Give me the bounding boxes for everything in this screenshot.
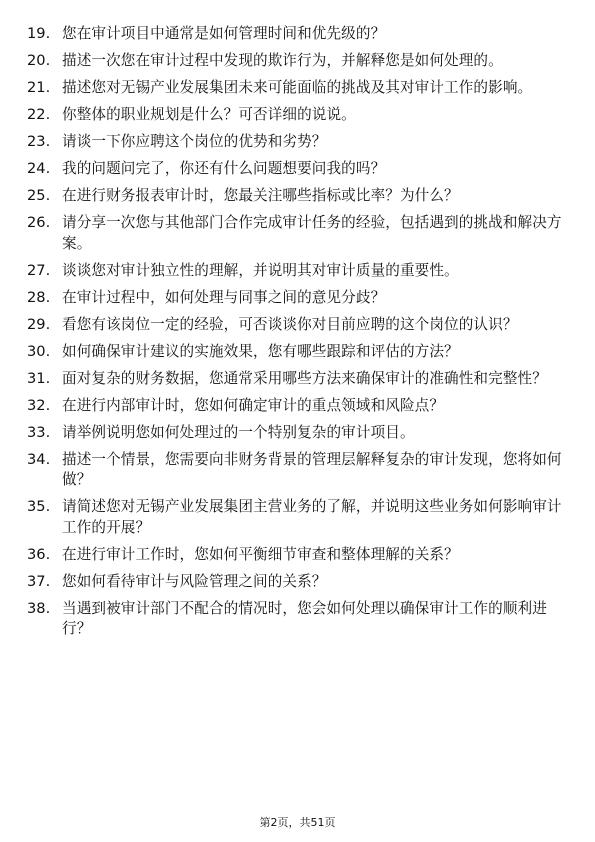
question-list — [27, 24, 562, 646]
question-number: 38. — [27, 599, 51, 617]
question-text: 请举例说明您如何处理过的一个特别复杂的审计项目。 — [62, 423, 415, 441]
question-number: 25. — [27, 187, 51, 204]
question-item — [27, 450, 562, 491]
question-item — [27, 51, 562, 72]
question-number: 26. — [27, 214, 51, 231]
question-item — [27, 342, 562, 363]
question-item — [27, 159, 562, 180]
question-item — [27, 288, 562, 309]
question-number: 36. — [27, 545, 51, 563]
question-text: 描述一个情景，您需要向非财务背景的管理层解释复杂的审计发现，您将如何做？ — [62, 450, 562, 488]
question-item — [27, 599, 562, 640]
question-number: 30. — [27, 342, 51, 360]
question-item — [27, 396, 562, 417]
question-number: 35. — [27, 498, 51, 515]
question-number: 23. — [27, 133, 51, 150]
question-item — [27, 497, 562, 538]
question-text: 我的问题问完了，你还有什么问题想要问我的吗？ — [62, 160, 386, 177]
question-item — [27, 423, 562, 444]
question-number: 21. — [27, 79, 51, 96]
question-item — [27, 369, 562, 390]
question-item — [27, 105, 562, 126]
question-item — [27, 572, 562, 593]
question-text: 请谈一下你应聘这个岗位的优势和劣势？ — [62, 133, 327, 150]
question-text: 如何确保审计建议的实施效果，您有哪些跟踪和评估的方法？ — [62, 342, 459, 360]
question-number: 27. — [27, 261, 51, 279]
question-number: 28. — [27, 288, 51, 306]
question-text: 你整体的职业规划是什么？可否详细的说说。 — [62, 106, 356, 123]
question-item — [27, 132, 562, 153]
question-text: 当遇到被审计部门不配合的情况时，您会如何处理以确保审计工作的顺利进行？ — [62, 599, 547, 637]
question-text: 您在审计项目中通常是如何管理时间和优先级的？ — [62, 25, 386, 42]
page-footer: 第2页，共51页 — [259, 816, 336, 829]
question-text: 面对复杂的财务数据，您通常采用哪些方法来确保审计的准确性和完整性？ — [62, 369, 547, 387]
question-text: 在进行审计工作时，您如何平衡细节审查和整体理解的关系？ — [62, 545, 459, 563]
question-text: 在进行财务报表审计时，您最关注哪些指标或比率？为什么？ — [62, 187, 459, 204]
question-text: 在进行内部审计时，您如何确定审计的重点领域和风险点？ — [62, 396, 445, 414]
question-number: 32. — [27, 396, 51, 414]
question-text: 看您有该岗位一定的经验，可否谈谈你对目前应聘的这个岗位的认识？ — [62, 315, 518, 333]
question-number: 24. — [27, 160, 51, 177]
question-number: 19. — [27, 25, 51, 42]
question-text: 谈谈您对审计独立性的理解，并说明其对审计质量的重要性。 — [62, 261, 459, 279]
question-text: 在审计过程中，如何处理与同事之间的意见分歧？ — [62, 288, 386, 306]
question-text: 您如何看待审计与风险管理之间的关系？ — [62, 572, 327, 590]
question-number: 31. — [27, 369, 51, 387]
question-item — [27, 78, 562, 99]
question-number: 34. — [27, 450, 51, 468]
question-item — [27, 24, 562, 45]
question-text: 描述一次您在审计过程中发现的欺诈行为，并解释您是如何处理的。 — [62, 52, 503, 69]
question-number: 37. — [27, 572, 51, 590]
question-text: 请简述您对无锡产业发展集团主营业务的了解，并说明这些业务如何影响审计工作的开展？ — [62, 498, 562, 536]
question-text: 请分享一次您与其他部门合作完成审计任务的经验，包括遇到的挑战和解决方案。 — [62, 214, 562, 252]
question-item — [27, 315, 562, 336]
question-text: 描述您对无锡产业发展集团未来可能面临的挑战及其对审计工作的影响。 — [62, 79, 533, 96]
question-item — [27, 261, 562, 282]
question-number: 29. — [27, 315, 51, 333]
question-item — [27, 545, 562, 566]
question-number: 33. — [27, 423, 51, 441]
question-item — [27, 213, 562, 254]
question-item — [27, 186, 562, 207]
question-number: 20. — [27, 52, 51, 69]
question-number: 22. — [27, 106, 51, 123]
